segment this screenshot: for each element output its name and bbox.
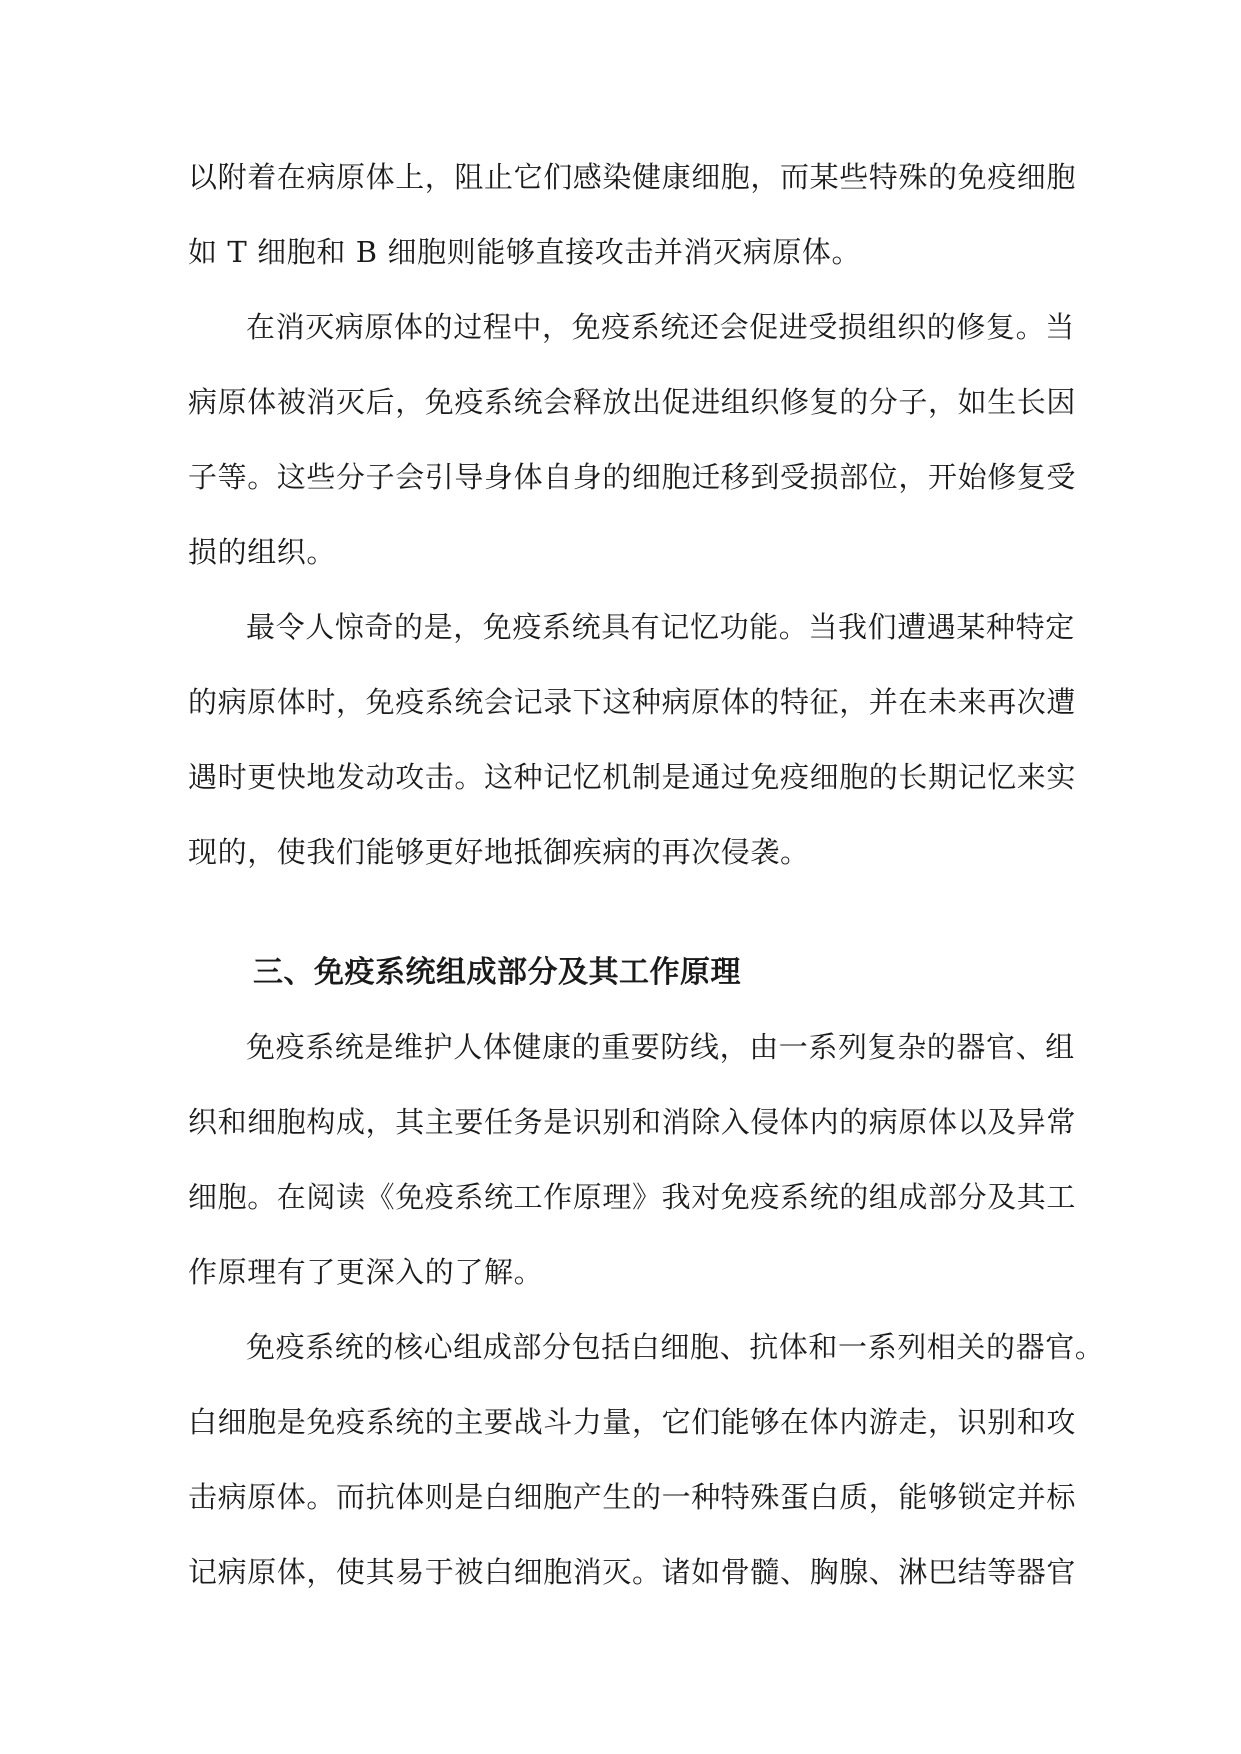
document-page [188, 140, 1105, 1610]
text-line: 遇时更快地发动攻击。这种记忆机制是通过免疫细胞的长期记忆来实 [188, 760, 1077, 794]
text-line: 免疫系统是维护人体健康的重要防线，由一系列复杂的器官、组 [246, 1030, 1075, 1064]
text-line: 免疫系统的核心组成部分包括白细胞、抗体和一系列相关的器官。 [246, 1330, 1105, 1364]
text-line: 作原理有了更深入的了解。 [188, 1255, 544, 1289]
text-line: 记病原体，使其易于被白细胞消灭。诸如骨髓、胸腺、淋巴结等器官 [188, 1555, 1077, 1589]
text-line: 细胞。在阅读《免疫系统工作原理》我对免疫系统的组成部分及其工 [188, 1180, 1077, 1214]
text-line: 现的，使我们能够更好地抵御疾病的再次侵袭。 [188, 835, 810, 869]
text-line: 病原体被消灭后，免疫系统会释放出促进组织修复的分子，如生长因 [188, 385, 1077, 419]
text-line: 以附着在病原体上，阻止它们感染健康细胞，而某些特殊的免疫细胞 [188, 160, 1077, 194]
paragraph-tissue-repair [188, 290, 1077, 590]
text-line: 织和细胞构成，其主要任务是识别和消除入侵体内的病原体以及异常 [188, 1105, 1077, 1139]
paragraph-core-components [188, 1310, 1105, 1610]
text-line: 击病原体。而抗体则是白细胞产生的一种特殊蛋白质，能够锁定并标 [188, 1480, 1077, 1514]
text-line: 最令人惊奇的是，免疫系统具有记忆功能。当我们遭遇某种特定 [246, 610, 1075, 644]
paragraph-immune-overview [188, 1010, 1077, 1310]
section-heading: 三、免疫系统组成部分及其工作原理 [253, 955, 741, 990]
paragraph-immune-memory [188, 590, 1077, 890]
text-line: 损的组织。 [188, 535, 337, 569]
text-line: 在消灭病原体的过程中，免疫系统还会促进受损组织的修复。当 [246, 310, 1075, 344]
text-line: 如 T 细胞和 B 细胞则能够直接攻击并消灭病原体。 [188, 235, 862, 269]
text-line: 的病原体时，免疫系统会记录下这种病原体的特征，并在未来再次遭 [188, 685, 1077, 719]
paragraph-continuation [188, 140, 1077, 290]
text-line: 子等。这些分子会引导身体自身的细胞迁移到受损部位，开始修复受 [188, 460, 1077, 494]
text-line: 白细胞是免疫系统的主要战斗力量，它们能够在体内游走，识别和攻 [188, 1405, 1077, 1439]
